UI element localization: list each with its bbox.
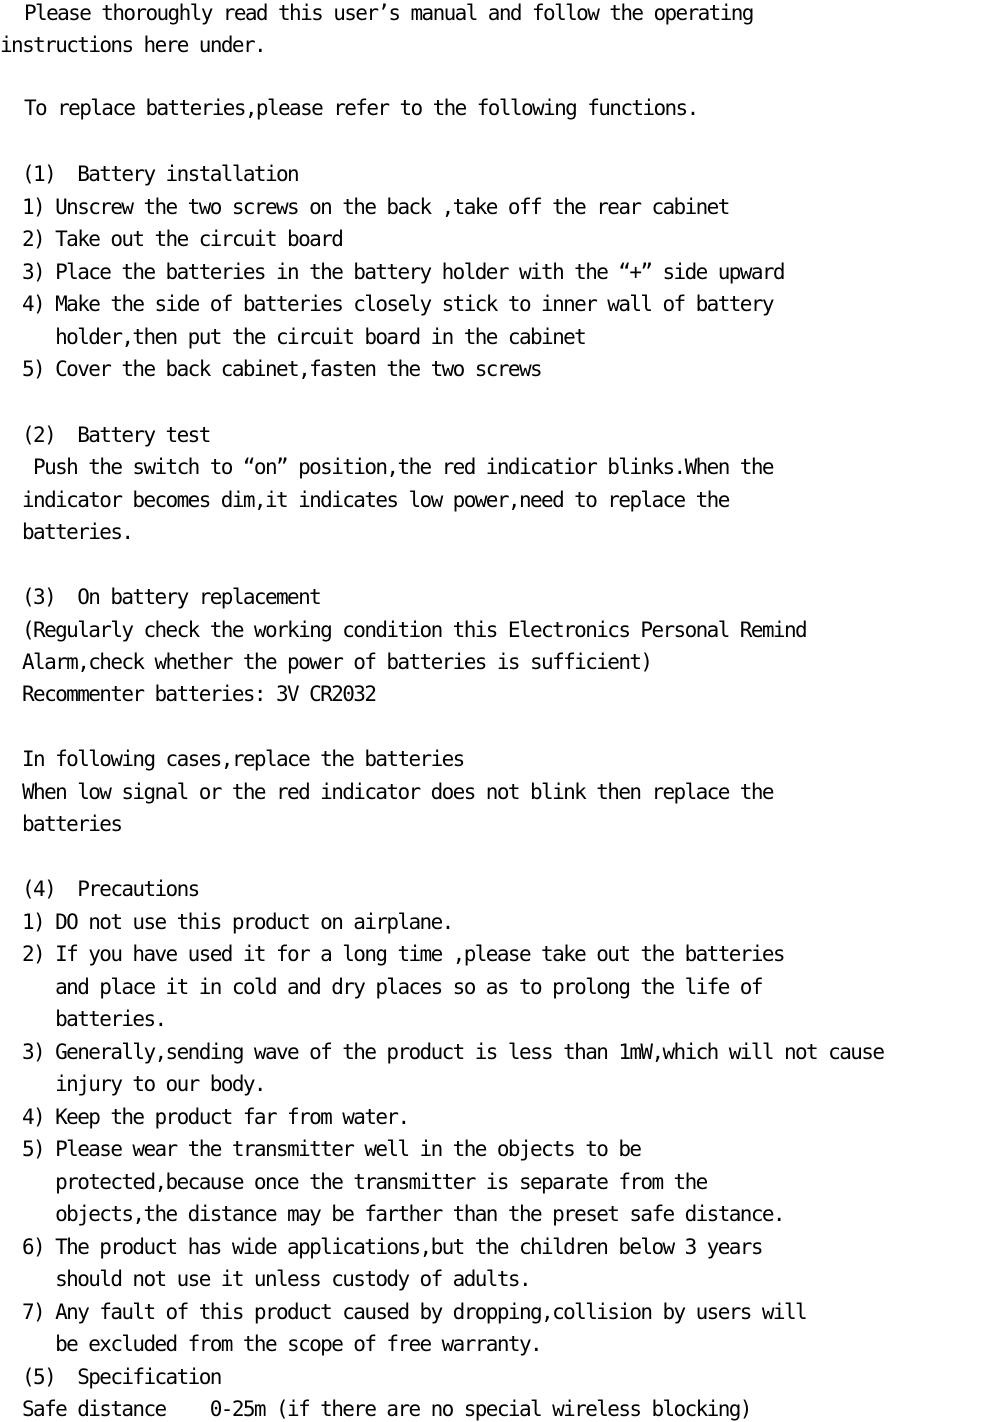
replacement-line-6: batteries [22,812,122,836]
intro-line-1: Please thoroughly read this user’s manual and follow the operating [24,1,753,25]
replacement-line-4: In following cases,replace the batteries [22,747,464,771]
section-title-precautions: (4) Precautions [22,877,199,901]
section-title-specification: (5) Specification [22,1365,221,1389]
precaution-7: 7) Any fault of this product caused by dropping,collision by users will [22,1300,807,1324]
replacement-line-5: When low signal or the red indicator does not blink then replace the [22,780,773,804]
install-step-2: 2) Take out the circuit board [22,227,343,251]
precaution-6: 6) The product has wide applications,but the children below 3 years [22,1235,762,1259]
intro-line-3: To replace batteries,please refer to the following functions. [24,96,698,120]
precaution-2-cont-1: and place it in cold and dry places so as to prolong the life of [22,975,762,999]
install-step-1: 1) Unscrew the two screws on the back ,take off the rear cabinet [22,195,729,219]
test-line-1: Push the switch to “on” position,the red indicatior blinks.When the [22,455,773,479]
test-line-2: indicator becomes dim,it indicates low power,need to replace the [22,488,729,512]
precaution-5-cont-2: objects,the distance may be farther than the preset safe distance. [22,1202,784,1226]
install-step-4: 4) Make the side of batteries closely stick to inner wall of battery [22,292,773,316]
precaution-1: 1) DO not use this product on airplane. [22,910,453,934]
install-step-3: 3) Place the batteries in the battery holder with the “+” side upward [22,260,784,284]
intro-line-2: instructions here under. [0,33,266,57]
install-step-4-cont: holder,then put the circuit board in the cabinet [22,325,586,349]
replacement-line-1: (Regularly check the working condition this Electronics Personal Remind [22,618,807,642]
precaution-2: 2) If you have used it for a long time ,please take out the batteries [22,942,784,966]
install-step-5: 5) Cover the back cabinet,fasten the two screws [22,357,542,381]
precaution-7-cont: be excluded from the scope of free warranty. [22,1332,542,1356]
test-line-3: batteries. [22,520,133,544]
section-title-battery-installation: (1) Battery installation [22,162,299,186]
replacement-line-3: Recommenter batteries: 3V CR2032 [22,682,376,706]
precaution-3: 3) Generally,sending wave of the product is less than 1mW,which will not cause [22,1040,884,1064]
precaution-4: 4) Keep the product far from water. [22,1105,409,1129]
section-title-replacement: (3) On battery replacement [22,585,321,609]
section-title-battery-test: (2) Battery test [22,423,210,447]
replacement-line-2: Alarm,check whether the power of batteries is sufficient) [22,650,652,674]
precaution-6-cont: should not use it unless custody of adults. [22,1267,530,1291]
precaution-3-cont: injury to our body. [22,1072,265,1096]
precaution-5-cont-1: protected,because once the transmitter is separate from the [22,1170,707,1194]
precaution-5: 5) Please wear the transmitter well in the objects to be [22,1137,641,1161]
specification-safe-distance: Safe distance 0-25m (if there are no special wireless blocking) [22,1397,751,1421]
precaution-2-cont-2: batteries. [22,1007,166,1031]
